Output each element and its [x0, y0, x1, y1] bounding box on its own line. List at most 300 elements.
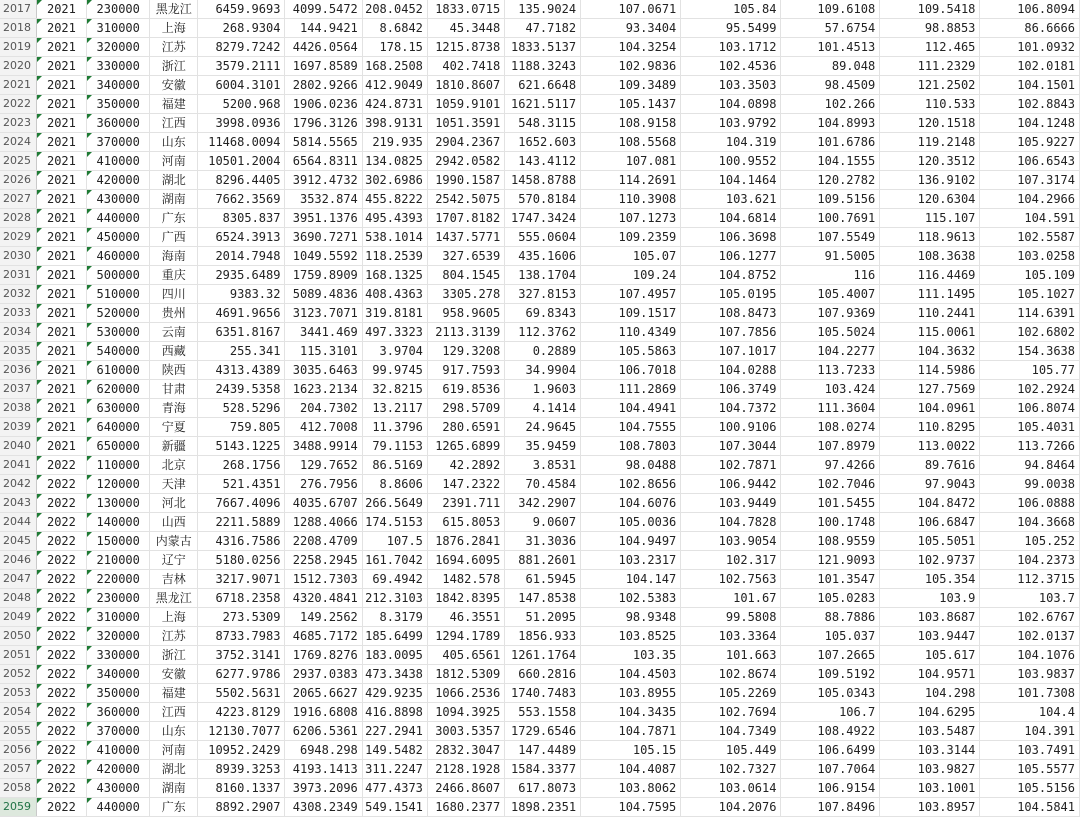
year-cell[interactable]: 2021 — [36, 437, 86, 456]
index-cell[interactable]: 103.9447 — [880, 627, 980, 646]
index-cell[interactable]: 104.8472 — [880, 494, 980, 513]
value-cell[interactable]: 69.8343 — [505, 304, 581, 323]
index-cell[interactable]: 103.9054 — [681, 532, 781, 551]
row-header[interactable]: 2037 — [0, 380, 36, 399]
year-cell[interactable]: 2022 — [36, 798, 86, 817]
index-cell[interactable]: 104.298 — [880, 684, 980, 703]
province-cell[interactable]: 山东 — [150, 722, 198, 741]
index-cell[interactable]: 89.048 — [781, 57, 880, 76]
index-cell[interactable]: 106.6543 — [980, 152, 1080, 171]
index-cell[interactable]: 107.3174 — [980, 171, 1080, 190]
row-header[interactable]: 2021 — [0, 76, 36, 95]
value-cell[interactable]: 1812.5309 — [427, 665, 504, 684]
region-code-cell[interactable]: 440000 — [87, 798, 150, 817]
value-cell[interactable]: 5200.968 — [198, 95, 285, 114]
index-cell[interactable]: 103.9449 — [681, 494, 781, 513]
value-cell[interactable]: 4320.4841 — [285, 589, 362, 608]
region-code-cell[interactable]: 340000 — [87, 76, 150, 95]
value-cell[interactable]: 1.9603 — [505, 380, 581, 399]
region-code-cell[interactable]: 510000 — [87, 285, 150, 304]
index-cell[interactable]: 109.5156 — [781, 190, 880, 209]
index-cell[interactable]: 109.1517 — [581, 304, 681, 323]
province-cell[interactable]: 湖北 — [150, 171, 198, 190]
row-header[interactable]: 2020 — [0, 57, 36, 76]
value-cell[interactable]: 621.6648 — [505, 76, 581, 95]
value-cell[interactable]: 1294.1789 — [427, 627, 504, 646]
region-code-cell[interactable]: 220000 — [87, 570, 150, 589]
province-cell[interactable]: 天津 — [150, 475, 198, 494]
index-cell[interactable]: 100.7691 — [781, 209, 880, 228]
index-cell[interactable]: 120.1518 — [880, 114, 980, 133]
row-header[interactable]: 2051 — [0, 646, 36, 665]
row-header[interactable]: 2053 — [0, 684, 36, 703]
value-cell[interactable]: 129.7652 — [285, 456, 362, 475]
index-cell[interactable]: 102.8843 — [980, 95, 1080, 114]
year-cell[interactable]: 2022 — [36, 475, 86, 494]
index-cell[interactable]: 99.0038 — [980, 475, 1080, 494]
region-code-cell[interactable]: 330000 — [87, 57, 150, 76]
value-cell[interactable]: 5143.1225 — [198, 437, 285, 456]
row-header[interactable]: 2055 — [0, 722, 36, 741]
index-cell[interactable]: 103.0258 — [980, 247, 1080, 266]
year-cell[interactable]: 2021 — [36, 342, 86, 361]
index-cell[interactable]: 101.7308 — [980, 684, 1080, 703]
value-cell[interactable]: 129.3208 — [427, 342, 504, 361]
value-cell[interactable]: 3.8531 — [505, 456, 581, 475]
province-cell[interactable]: 新疆 — [150, 437, 198, 456]
row-header[interactable]: 2040 — [0, 437, 36, 456]
index-cell[interactable]: 98.0488 — [581, 456, 681, 475]
province-cell[interactable]: 河南 — [150, 152, 198, 171]
region-code-cell[interactable]: 610000 — [87, 361, 150, 380]
value-cell[interactable]: 47.7182 — [505, 19, 581, 38]
index-cell[interactable]: 105.15 — [581, 741, 681, 760]
index-cell[interactable]: 109.6108 — [781, 0, 880, 19]
value-cell[interactable]: 4.1414 — [505, 399, 581, 418]
value-cell[interactable]: 174.5153 — [362, 513, 427, 532]
year-cell[interactable]: 2021 — [36, 57, 86, 76]
index-cell[interactable]: 103.0614 — [681, 779, 781, 798]
index-cell[interactable]: 106.0888 — [980, 494, 1080, 513]
value-cell[interactable]: 429.9235 — [362, 684, 427, 703]
value-cell[interactable]: 1261.1764 — [505, 646, 581, 665]
index-cell[interactable]: 104.2373 — [980, 551, 1080, 570]
value-cell[interactable]: 2391.711 — [427, 494, 504, 513]
province-cell[interactable]: 黑龙江 — [150, 0, 198, 19]
year-cell[interactable]: 2021 — [36, 209, 86, 228]
province-cell[interactable]: 宁夏 — [150, 418, 198, 437]
year-cell[interactable]: 2022 — [36, 665, 86, 684]
year-cell[interactable]: 2022 — [36, 627, 86, 646]
value-cell[interactable]: 268.9304 — [198, 19, 285, 38]
index-cell[interactable]: 104.6295 — [880, 703, 980, 722]
value-cell[interactable]: 24.9645 — [505, 418, 581, 437]
index-cell[interactable]: 105.1027 — [980, 285, 1080, 304]
index-cell[interactable]: 100.9552 — [681, 152, 781, 171]
value-cell[interactable]: 147.2322 — [427, 475, 504, 494]
index-cell[interactable]: 103.9837 — [980, 665, 1080, 684]
value-cell[interactable]: 1759.8909 — [285, 266, 362, 285]
value-cell[interactable]: 8.6842 — [362, 19, 427, 38]
index-cell[interactable]: 103.621 — [681, 190, 781, 209]
province-cell[interactable]: 上海 — [150, 19, 198, 38]
value-cell[interactable]: 112.3762 — [505, 323, 581, 342]
value-cell[interactable]: 3305.278 — [427, 285, 504, 304]
value-cell[interactable]: 455.8222 — [362, 190, 427, 209]
value-cell[interactable]: 1437.5771 — [427, 228, 504, 247]
region-code-cell[interactable]: 340000 — [87, 665, 150, 684]
index-cell[interactable]: 105.4031 — [980, 418, 1080, 437]
index-cell[interactable]: 102.7694 — [681, 703, 781, 722]
index-cell[interactable]: 100.9106 — [681, 418, 781, 437]
index-cell[interactable]: 106.9442 — [681, 475, 781, 494]
province-cell[interactable]: 广东 — [150, 209, 198, 228]
year-cell[interactable]: 2021 — [36, 380, 86, 399]
row-header[interactable]: 2044 — [0, 513, 36, 532]
value-cell[interactable]: 0.2889 — [505, 342, 581, 361]
value-cell[interactable]: 2937.0383 — [285, 665, 362, 684]
value-cell[interactable]: 9.0607 — [505, 513, 581, 532]
province-cell[interactable]: 江西 — [150, 114, 198, 133]
year-cell[interactable]: 2021 — [36, 0, 86, 19]
year-cell[interactable]: 2022 — [36, 494, 86, 513]
value-cell[interactable]: 412.9049 — [362, 76, 427, 95]
index-cell[interactable]: 103.2317 — [581, 551, 681, 570]
value-cell[interactable]: 147.4489 — [505, 741, 581, 760]
row-header[interactable]: 2034 — [0, 323, 36, 342]
value-cell[interactable]: 69.4942 — [362, 570, 427, 589]
index-cell[interactable]: 105.0195 — [681, 285, 781, 304]
index-cell[interactable]: 114.5986 — [880, 361, 980, 380]
index-cell[interactable]: 110.8295 — [880, 418, 980, 437]
region-code-cell[interactable]: 460000 — [87, 247, 150, 266]
value-cell[interactable]: 2113.3139 — [427, 323, 504, 342]
province-cell[interactable]: 江苏 — [150, 627, 198, 646]
index-cell[interactable]: 104.2966 — [980, 190, 1080, 209]
value-cell[interactable]: 8279.7242 — [198, 38, 285, 57]
index-cell[interactable]: 107.7064 — [781, 760, 880, 779]
index-cell[interactable]: 103.9792 — [681, 114, 781, 133]
province-cell[interactable]: 甘肃 — [150, 380, 198, 399]
value-cell[interactable]: 32.8215 — [362, 380, 427, 399]
value-cell[interactable]: 435.1606 — [505, 247, 581, 266]
value-cell[interactable]: 4685.7172 — [285, 627, 362, 646]
row-header[interactable]: 2029 — [0, 228, 36, 247]
value-cell[interactable]: 185.6499 — [362, 627, 427, 646]
value-cell[interactable]: 615.8053 — [427, 513, 504, 532]
value-cell[interactable]: 3123.7071 — [285, 304, 362, 323]
index-cell[interactable]: 104.8993 — [781, 114, 880, 133]
province-cell[interactable]: 黑龙江 — [150, 589, 198, 608]
region-code-cell[interactable]: 520000 — [87, 304, 150, 323]
region-code-cell[interactable]: 360000 — [87, 114, 150, 133]
index-cell[interactable]: 104.7828 — [681, 513, 781, 532]
row-header[interactable]: 2056 — [0, 741, 36, 760]
index-cell[interactable]: 103.3144 — [880, 741, 980, 760]
region-code-cell[interactable]: 230000 — [87, 589, 150, 608]
province-cell[interactable]: 福建 — [150, 684, 198, 703]
value-cell[interactable]: 147.8538 — [505, 589, 581, 608]
value-cell[interactable]: 6948.298 — [285, 741, 362, 760]
index-cell[interactable]: 107.7856 — [681, 323, 781, 342]
value-cell[interactable]: 4223.8129 — [198, 703, 285, 722]
year-cell[interactable]: 2021 — [36, 190, 86, 209]
year-cell[interactable]: 2021 — [36, 285, 86, 304]
index-cell[interactable]: 104.0288 — [681, 361, 781, 380]
value-cell[interactable]: 7662.3569 — [198, 190, 285, 209]
year-cell[interactable]: 2021 — [36, 304, 86, 323]
value-cell[interactable]: 219.935 — [362, 133, 427, 152]
value-cell[interactable]: 3488.9914 — [285, 437, 362, 456]
value-cell[interactable]: 1898.2351 — [505, 798, 581, 817]
index-cell[interactable]: 102.7871 — [681, 456, 781, 475]
value-cell[interactable]: 4099.5472 — [285, 0, 362, 19]
region-code-cell[interactable]: 320000 — [87, 627, 150, 646]
value-cell[interactable]: 183.0095 — [362, 646, 427, 665]
province-cell[interactable]: 内蒙古 — [150, 532, 198, 551]
index-cell[interactable]: 102.9737 — [880, 551, 980, 570]
index-cell[interactable]: 105.252 — [980, 532, 1080, 551]
value-cell[interactable]: 548.3115 — [505, 114, 581, 133]
row-header[interactable]: 2039 — [0, 418, 36, 437]
index-cell[interactable]: 111.1495 — [880, 285, 980, 304]
year-cell[interactable]: 2022 — [36, 703, 86, 722]
value-cell[interactable]: 1796.3126 — [285, 114, 362, 133]
index-cell[interactable]: 86.6666 — [980, 19, 1080, 38]
value-cell[interactable]: 6206.5361 — [285, 722, 362, 741]
index-cell[interactable]: 104.7595 — [581, 798, 681, 817]
row-header[interactable]: 2057 — [0, 760, 36, 779]
value-cell[interactable]: 2942.0582 — [427, 152, 504, 171]
value-cell[interactable]: 1810.8607 — [427, 76, 504, 95]
index-cell[interactable]: 104.6814 — [681, 209, 781, 228]
region-code-cell[interactable]: 310000 — [87, 608, 150, 627]
value-cell[interactable]: 570.8184 — [505, 190, 581, 209]
value-cell[interactable]: 8160.1337 — [198, 779, 285, 798]
value-cell[interactable]: 1697.8589 — [285, 57, 362, 76]
year-cell[interactable]: 2021 — [36, 114, 86, 133]
row-header[interactable]: 2046 — [0, 551, 36, 570]
index-cell[interactable]: 105.5024 — [781, 323, 880, 342]
year-cell[interactable]: 2021 — [36, 95, 86, 114]
value-cell[interactable]: 1188.3243 — [505, 57, 581, 76]
index-cell[interactable]: 114.2691 — [581, 171, 681, 190]
value-cell[interactable]: 1621.5117 — [505, 95, 581, 114]
value-cell[interactable]: 3752.3141 — [198, 646, 285, 665]
value-cell[interactable]: 553.1558 — [505, 703, 581, 722]
value-cell[interactable]: 3003.5357 — [427, 722, 504, 741]
province-cell[interactable]: 福建 — [150, 95, 198, 114]
index-cell[interactable]: 94.8464 — [980, 456, 1080, 475]
region-code-cell[interactable]: 140000 — [87, 513, 150, 532]
index-cell[interactable]: 101.3547 — [781, 570, 880, 589]
province-cell[interactable]: 山西 — [150, 513, 198, 532]
index-cell[interactable]: 127.7569 — [880, 380, 980, 399]
index-cell[interactable]: 109.5418 — [880, 0, 980, 19]
index-cell[interactable]: 105.84 — [681, 0, 781, 19]
value-cell[interactable]: 1584.3377 — [505, 760, 581, 779]
value-cell[interactable]: 2065.6627 — [285, 684, 362, 703]
index-cell[interactable]: 107.0671 — [581, 0, 681, 19]
value-cell[interactable]: 1833.0715 — [427, 0, 504, 19]
index-cell[interactable]: 103.1001 — [880, 779, 980, 798]
index-cell[interactable]: 104.1248 — [980, 114, 1080, 133]
row-header[interactable]: 2022 — [0, 95, 36, 114]
value-cell[interactable]: 1729.6546 — [505, 722, 581, 741]
value-cell[interactable]: 268.1756 — [198, 456, 285, 475]
value-cell[interactable]: 35.9459 — [505, 437, 581, 456]
value-cell[interactable]: 6718.2358 — [198, 589, 285, 608]
value-cell[interactable]: 917.7593 — [427, 361, 504, 380]
index-cell[interactable]: 104.591 — [980, 209, 1080, 228]
value-cell[interactable]: 555.0604 — [505, 228, 581, 247]
value-cell[interactable]: 327.8153 — [505, 285, 581, 304]
value-cell[interactable]: 424.8731 — [362, 95, 427, 114]
value-cell[interactable]: 538.1014 — [362, 228, 427, 247]
province-cell[interactable]: 江苏 — [150, 38, 198, 57]
row-header[interactable]: 2052 — [0, 665, 36, 684]
value-cell[interactable]: 1707.8182 — [427, 209, 504, 228]
index-cell[interactable]: 107.5549 — [781, 228, 880, 247]
value-cell[interactable]: 1623.2134 — [285, 380, 362, 399]
year-cell[interactable]: 2021 — [36, 19, 86, 38]
value-cell[interactable]: 3579.2111 — [198, 57, 285, 76]
index-cell[interactable]: 102.8674 — [681, 665, 781, 684]
index-cell[interactable]: 105.2269 — [681, 684, 781, 703]
index-cell[interactable]: 104.7871 — [581, 722, 681, 741]
index-cell[interactable]: 103.8062 — [581, 779, 681, 798]
row-header[interactable]: 2059 — [0, 798, 36, 817]
index-cell[interactable]: 107.1017 — [681, 342, 781, 361]
value-cell[interactable]: 4426.0564 — [285, 38, 362, 57]
value-cell[interactable]: 1215.8738 — [427, 38, 504, 57]
index-cell[interactable]: 105.449 — [681, 741, 781, 760]
region-code-cell[interactable]: 130000 — [87, 494, 150, 513]
value-cell[interactable]: 6524.3913 — [198, 228, 285, 247]
index-cell[interactable]: 112.465 — [880, 38, 980, 57]
year-cell[interactable]: 2021 — [36, 76, 86, 95]
value-cell[interactable]: 1066.2536 — [427, 684, 504, 703]
row-header[interactable]: 2054 — [0, 703, 36, 722]
row-header[interactable]: 2023 — [0, 114, 36, 133]
value-cell[interactable]: 412.7008 — [285, 418, 362, 437]
region-code-cell[interactable]: 360000 — [87, 703, 150, 722]
year-cell[interactable]: 2022 — [36, 722, 86, 741]
region-code-cell[interactable]: 370000 — [87, 133, 150, 152]
year-cell[interactable]: 2022 — [36, 608, 86, 627]
index-cell[interactable]: 110.3908 — [581, 190, 681, 209]
index-cell[interactable]: 104.1464 — [681, 171, 781, 190]
index-cell[interactable]: 104.7372 — [681, 399, 781, 418]
value-cell[interactable]: 8305.837 — [198, 209, 285, 228]
index-cell[interactable]: 106.8074 — [980, 399, 1080, 418]
region-code-cell[interactable]: 530000 — [87, 323, 150, 342]
index-cell[interactable]: 104.9497 — [581, 532, 681, 551]
index-cell[interactable]: 103.9 — [880, 589, 980, 608]
index-cell[interactable]: 116 — [781, 266, 880, 285]
value-cell[interactable]: 2466.8607 — [427, 779, 504, 798]
index-cell[interactable]: 104.8752 — [681, 266, 781, 285]
region-code-cell[interactable]: 450000 — [87, 228, 150, 247]
value-cell[interactable]: 99.9745 — [362, 361, 427, 380]
value-cell[interactable]: 881.2601 — [505, 551, 581, 570]
value-cell[interactable]: 1833.5137 — [505, 38, 581, 57]
value-cell[interactable]: 6459.9693 — [198, 0, 285, 19]
index-cell[interactable]: 103.5487 — [880, 722, 980, 741]
value-cell[interactable]: 9383.32 — [198, 285, 285, 304]
value-cell[interactable]: 5180.0256 — [198, 551, 285, 570]
year-cell[interactable]: 2022 — [36, 513, 86, 532]
index-cell[interactable]: 106.3749 — [681, 380, 781, 399]
value-cell[interactable]: 3035.6463 — [285, 361, 362, 380]
region-code-cell[interactable]: 420000 — [87, 760, 150, 779]
value-cell[interactable]: 149.2562 — [285, 608, 362, 627]
province-cell[interactable]: 上海 — [150, 608, 198, 627]
index-cell[interactable]: 107.1273 — [581, 209, 681, 228]
index-cell[interactable]: 108.8473 — [681, 304, 781, 323]
row-header[interactable]: 2017 — [0, 0, 36, 19]
value-cell[interactable]: 405.6561 — [427, 646, 504, 665]
index-cell[interactable]: 103.3364 — [681, 627, 781, 646]
index-cell[interactable]: 112.3715 — [980, 570, 1080, 589]
value-cell[interactable]: 619.8536 — [427, 380, 504, 399]
value-cell[interactable]: 143.4112 — [505, 152, 581, 171]
province-cell[interactable]: 云南 — [150, 323, 198, 342]
index-cell[interactable]: 107.4957 — [581, 285, 681, 304]
region-code-cell[interactable]: 640000 — [87, 418, 150, 437]
index-cell[interactable]: 113.7233 — [781, 361, 880, 380]
index-cell[interactable]: 104.3668 — [980, 513, 1080, 532]
index-cell[interactable]: 121.9093 — [781, 551, 880, 570]
value-cell[interactable]: 178.15 — [362, 38, 427, 57]
index-cell[interactable]: 104.4 — [980, 703, 1080, 722]
index-cell[interactable]: 107.8496 — [781, 798, 880, 817]
value-cell[interactable]: 3217.9071 — [198, 570, 285, 589]
province-cell[interactable]: 广东 — [150, 798, 198, 817]
row-header[interactable]: 2050 — [0, 627, 36, 646]
year-cell[interactable]: 2021 — [36, 323, 86, 342]
index-cell[interactable]: 116.4469 — [880, 266, 980, 285]
index-cell[interactable]: 106.9154 — [781, 779, 880, 798]
index-cell[interactable]: 103.7 — [980, 589, 1080, 608]
index-cell[interactable]: 102.266 — [781, 95, 880, 114]
province-cell[interactable]: 辽宁 — [150, 551, 198, 570]
region-code-cell[interactable]: 350000 — [87, 684, 150, 703]
value-cell[interactable]: 1916.6808 — [285, 703, 362, 722]
value-cell[interactable]: 1740.7483 — [505, 684, 581, 703]
index-cell[interactable]: 106.7 — [781, 703, 880, 722]
index-cell[interactable]: 93.3404 — [581, 19, 681, 38]
value-cell[interactable]: 149.5482 — [362, 741, 427, 760]
index-cell[interactable]: 119.2148 — [880, 133, 980, 152]
index-cell[interactable]: 107.8979 — [781, 437, 880, 456]
index-cell[interactable]: 107.3044 — [681, 437, 781, 456]
year-cell[interactable]: 2022 — [36, 532, 86, 551]
value-cell[interactable]: 804.1545 — [427, 266, 504, 285]
index-cell[interactable]: 105.0036 — [581, 513, 681, 532]
index-cell[interactable]: 101.663 — [681, 646, 781, 665]
value-cell[interactable]: 1512.7303 — [285, 570, 362, 589]
year-cell[interactable]: 2022 — [36, 760, 86, 779]
index-cell[interactable]: 105.109 — [980, 266, 1080, 285]
value-cell[interactable]: 2904.2367 — [427, 133, 504, 152]
value-cell[interactable]: 86.5169 — [362, 456, 427, 475]
row-header[interactable]: 2041 — [0, 456, 36, 475]
index-cell[interactable]: 107.081 — [581, 152, 681, 171]
region-code-cell[interactable]: 440000 — [87, 209, 150, 228]
index-cell[interactable]: 103.8687 — [880, 608, 980, 627]
value-cell[interactable]: 5502.5631 — [198, 684, 285, 703]
